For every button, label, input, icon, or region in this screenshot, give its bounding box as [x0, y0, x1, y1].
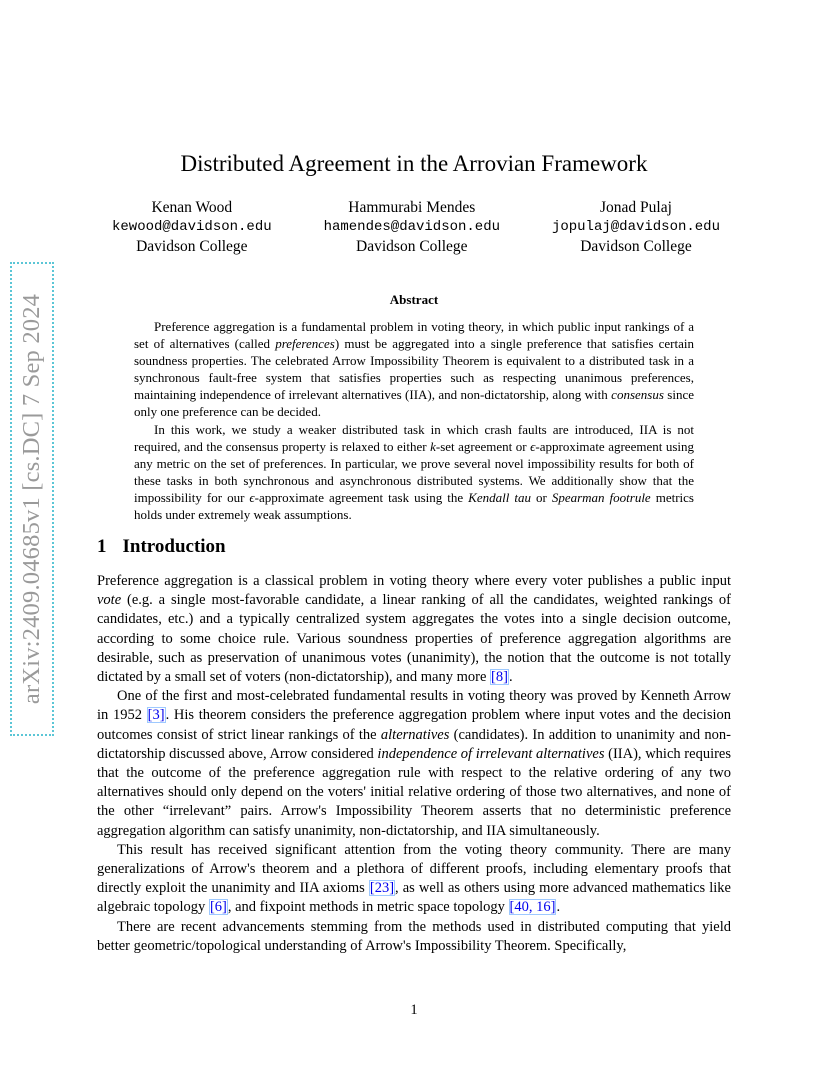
body-paragraph-2: One of the first and most-celebrated fundamental results in voting theory was proved by Kenneth Arrow in 1952 [3]. His theorem considers the preference aggregation problem where input votes and the decision outcomes consist of strict linear rankings of the alternatives (candidates). In addition to unanimity and non-dictatorship discussed above, Arrow considered independence of irrelevant alternatives (IIA), which requires that the outcome of the preference aggregation rule with respect to the relative ordering of any two alternatives should only depend on the voters' initial relative ordering of those two alternatives, and none of the other “irrelevant” pairs. Arrow's Impossibility Theorem asserts that no deterministic preference aggregation algorithm can satisfy unanimity, non-dictatorship, and IIA simultaneously.: [97, 688, 731, 839]
author-affiliation: Davidson College: [136, 238, 248, 255]
author-affiliation: Davidson College: [580, 238, 692, 255]
page-number: 1: [410, 1002, 418, 1018]
author-name: Kenan Wood: [151, 199, 233, 216]
citation-link[interactable]: [6]: [209, 899, 227, 916]
author-email[interactable]: kewood@davidson.edu: [112, 218, 272, 235]
abstract-paragraph-1: Preference aggregation is a fundamental problem in voting theory, in which public input rankings of a set of alternatives (called preferences) must be aggregated into a single preference that satisfies certain soundness properties. The celebrated Arrow Impossibility Theorem is equivalent to a distributed task in a synchronous fault-free system that satisfies properties such as respecting unanimous preferences, maintaining independence of irrelevant alternatives (IIA), and non-dictatorship, along with consensus since only one preference can be decided.: [134, 319, 694, 420]
author-2: [324, 198, 500, 257]
author-name: Jonad Pulaj: [600, 199, 672, 216]
abstract-paragraph-2: In this work, we study a weaker distributed task in which crash faults are introduced, IIA is not required, and the consensus property is relaxed to either k-set agreement or ϵ-approximate agreement using any metric on the set of preferences. In particular, we prove several novel impossibility results for both of these tasks in both synchronous and asynchronous distributed systems. We additionally show that the impossibility for our ϵ-approximate agreement task using the Kendall tau or Spearman footrule metrics holds under extremely weak assumptions.: [134, 421, 695, 523]
introduction-body: [97, 572, 731, 956]
abstract-body: [134, 318, 694, 523]
body-paragraph-4: There are recent advancements stemming from the methods used in distributed computing that yield better geometric/topological understanding of Arrow's Impossibility Theorem. Specifically,: [97, 918, 731, 954]
arxiv-identifier-text: arXiv:2409.04685v1 [cs.DC] 7 Sep 2024: [18, 293, 46, 705]
author-1: [112, 198, 272, 257]
abstract-heading: Abstract: [389, 292, 439, 307]
author-affiliation: Davidson College: [356, 238, 468, 255]
author-name: Hammurabi Mendes: [348, 199, 476, 216]
section-title: Introduction: [122, 536, 226, 557]
author-3: [552, 198, 720, 257]
section-number: 1: [97, 536, 107, 557]
section-heading-introduction: [97, 536, 226, 558]
citation-link[interactable]: [3]: [147, 707, 165, 724]
author-email[interactable]: jopulaj@davidson.edu: [551, 218, 720, 235]
author-block: [112, 198, 720, 257]
citation-link[interactable]: [40, 16]: [509, 899, 556, 916]
body-paragraph-3: This result has received significant attention from the voting theory community. There are many generalizations of Arrow's theorem and a plethora of different proofs, including elementary proofs that directly exploit the unanimity and IIA axioms [23], as well as others using more advanced mathematics like algebraic topology [6], and fixpoint methods in metric space topology [40, 16].: [97, 841, 731, 916]
citation-link[interactable]: [8]: [491, 669, 508, 686]
citation-link[interactable]: [23]: [369, 880, 395, 897]
paper-title: Distributed Agreement in the Arrovian Framework: [180, 151, 648, 176]
author-email[interactable]: hamendes@davidson.edu: [323, 218, 501, 235]
arxiv-identifier-stamp[interactable]: [10, 262, 54, 736]
body-paragraph-1: Preference aggregation is a classical problem in voting theory where every voter publishes a public input vote (e.g. a single most-favorable candidate, a linear ranking of all the candidates, weighted rankings of candidates, etc.) and a typically centralized system aggregates the votes into a single decision outcome, according to some choice rule. Various soundness properties of preference aggregation algorithms are desirable, such as preservation of unanimous votes (unanimity), the notion that the outcome is not totally dictated by a small set of voters (non-dictatorship), and many more [8].: [97, 573, 731, 686]
